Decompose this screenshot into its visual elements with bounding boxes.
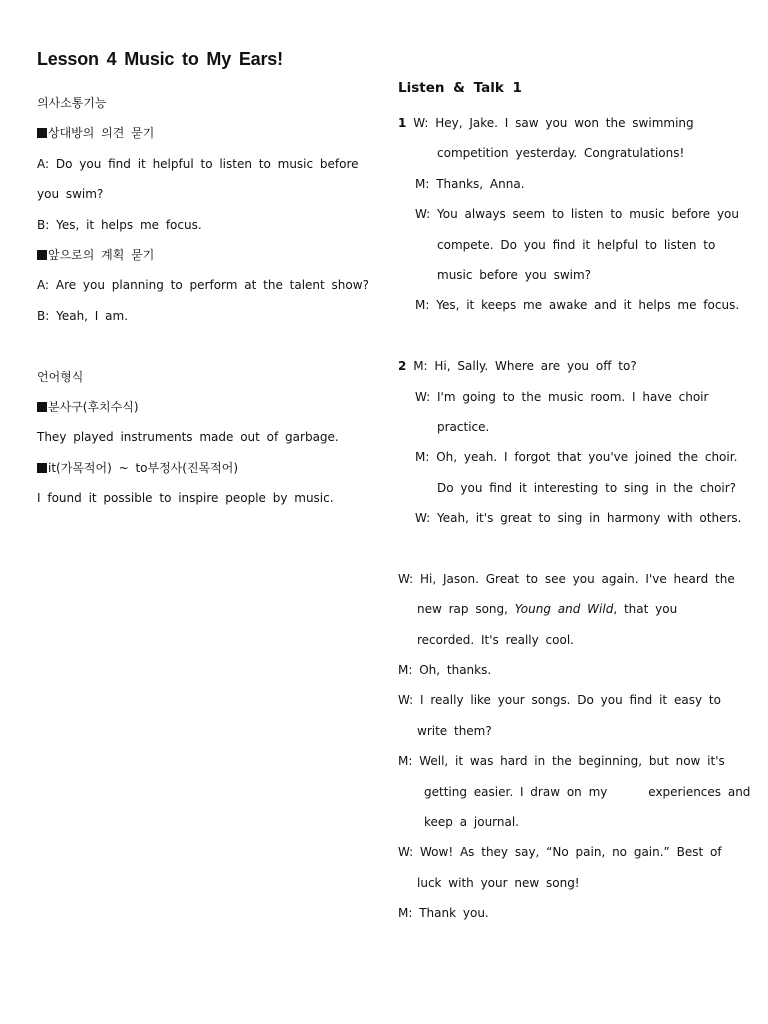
- square-bullet-icon: [37, 250, 47, 260]
- dialogue-line: W: Yeah, it's great to sing in harmony with others.: [415, 511, 742, 526]
- dialogue-line: luck with your new song!: [417, 875, 580, 890]
- square-bullet-icon: [37, 402, 47, 412]
- section-heading: 의사소통기능: [37, 96, 107, 110]
- dialogue-line: W: Hi, Jason. Great to see you again. I've heard the: [398, 571, 735, 586]
- dialogue-line: 1 W: Hey, Jake. I saw you won the swimming: [398, 116, 694, 130]
- example-line: you swim?: [37, 187, 104, 202]
- dialogue-line: new rap song, Young and Wild, that you: [417, 602, 678, 617]
- dialogue-line: W: I'm going to the music room. I have choir: [415, 389, 709, 404]
- song-title: Young and Wild: [514, 602, 614, 617]
- bullet-item: 분사구(후치수식): [37, 398, 377, 428]
- dialogue-line: Do you find it interesting to sing in the choir?: [437, 480, 737, 495]
- example-line: I found it possible to inspire people by music.: [37, 491, 334, 506]
- dialogue-number: 2: [398, 359, 407, 374]
- dialogue-line: W: Wow! As they say, “No pain, no gain.” Best of: [398, 845, 722, 860]
- section-heading: 언어형식: [37, 369, 84, 384]
- example-line: A: Do you find it helpful to listen to music before: [37, 156, 359, 171]
- square-bullet-icon: [37, 128, 47, 138]
- dialogue-line: M: Thank you.: [398, 906, 489, 921]
- bullet-item: 앞으로의 계획 묻기: [37, 246, 377, 276]
- dialogue-number: 1: [398, 116, 407, 130]
- example-line: B: Yeah, I am.: [37, 308, 129, 323]
- dialogue-line: compete. Do you find it helpful to listen to: [437, 237, 716, 252]
- example-line: They played instruments made out of garbage.: [37, 430, 339, 445]
- bullet-item: 상대방의 의견 묻기: [37, 124, 377, 154]
- example-line: A: Are you planning to perform at the talent show?: [37, 278, 369, 293]
- square-bullet-icon: [37, 463, 47, 473]
- dialogue-line: write them?: [417, 723, 492, 738]
- dialogue-line: W: You always seem to listen to music before you: [415, 207, 739, 222]
- dialogue-line: W: I really like your songs. Do you find it easy to: [398, 693, 721, 708]
- dialogue-line: keep a journal.: [424, 814, 519, 829]
- dialogue-line: M: Well, it was hard in the beginning, but now it's: [398, 754, 725, 769]
- section-heading: Listen & Talk 1: [398, 80, 522, 96]
- dialogue-line: recorded. It's really cool.: [417, 632, 574, 647]
- dialogue-line: M: Oh, yeah. I forgot that you've joined the choir.: [415, 450, 738, 465]
- dialogue-line: getting easier. I draw on my experiences and: [424, 784, 751, 799]
- dialogue-line: 2 M: Hi, Sally. Where are you off to?: [398, 359, 637, 374]
- dialogue-line: practice.: [437, 419, 490, 434]
- dialogue-line: competition yesterday. Congratulations!: [437, 146, 685, 161]
- page-title: Lesson 4 Music to My Ears!: [37, 49, 283, 69]
- bullet-item: it(가목적어) ~ to부정사(진목적어): [37, 459, 377, 489]
- right-column: [398, 79, 751, 935]
- example-line: B: Yes, it helps me focus.: [37, 217, 202, 232]
- dialogue-line: music before you swim?: [437, 267, 592, 282]
- dialogue-line: M: Yes, it keeps me awake and it helps me focus.: [415, 298, 740, 313]
- dialogue-line: M: Thanks, Anna.: [415, 176, 525, 191]
- dialogue-line: M: Oh, thanks.: [398, 663, 492, 678]
- left-column: [37, 94, 377, 519]
